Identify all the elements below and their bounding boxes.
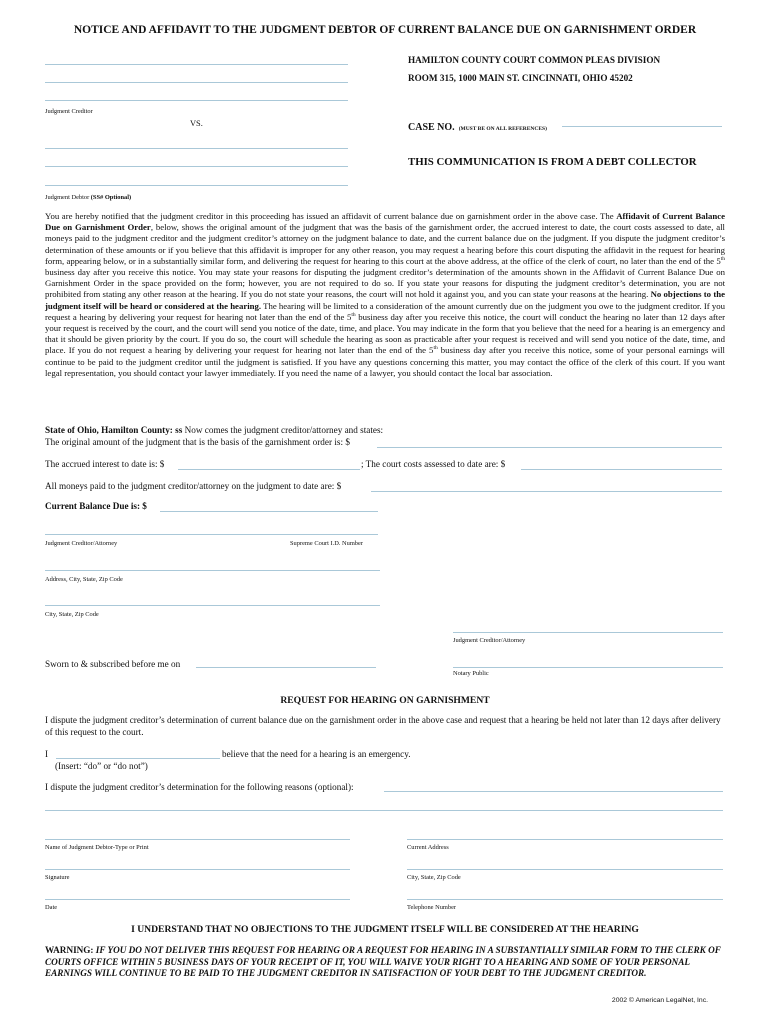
date-label: Date xyxy=(45,904,58,911)
address-field[interactable] xyxy=(45,570,380,571)
costs-label: ; The court costs assessed to date are: $ xyxy=(361,459,506,469)
telephone-label: Telephone Number xyxy=(407,904,457,911)
signature-label: Signature xyxy=(45,874,70,881)
body-text-5: business day after you receive this notice, the court will conduct the hearing no later than 12 days after your request is received by the court, and the court will send you notice of the date, time, and place. You may indicate in the form that you believe that the need for a hearing is an emergency and that it should be given priority by the court. If you do so, the court will schedule the hearing as soon as practicable after your request is received and will send you notice of the date, time, and place. If you do not request a hearing by delivering your request for hearing not later than the end of the 5 xyxy=(45,311,726,356)
body-sup-2: th xyxy=(351,311,356,318)
debt-collector-notice: THIS COMMUNICATION IS FROM A DEBT COLLECTOR xyxy=(408,156,697,168)
footer-copyright: 2002 © American LegalNet, Inc. xyxy=(611,997,708,1004)
interest-label: The accrued interest to date is: $ xyxy=(45,459,165,469)
state-bold: State of Ohio, Hamilton County: ss xyxy=(45,425,183,435)
signature-field[interactable] xyxy=(45,869,350,870)
body-bold-affidavit: Affidavit of Current Balance Due on Garnishment Order xyxy=(45,211,725,233)
debtor-label xyxy=(45,194,131,201)
case-number-field[interactable] xyxy=(562,126,722,127)
debtor-ssn-note: (SS# Optional) xyxy=(90,194,132,201)
city-state-zip-label: City, State, Zip Code xyxy=(407,874,461,881)
debtor-line-1[interactable] xyxy=(45,148,348,149)
current-address-field[interactable] xyxy=(407,839,723,840)
creditor-attorney-label: Judgment Creditor/Attorney xyxy=(45,540,118,547)
body-text-6: business day after you receive this notice, some of your personal earnings will continue to be paid to the judgment creditor until the judgment is satisfied. If you have any questions concerning this matter, you may contact the office of the clerk of this court. If you want legal representation, you should contact your lawyer immediately. If you need the name of a lawyer, you should contact the local bar association. xyxy=(45,345,725,378)
date-field[interactable] xyxy=(45,899,350,900)
body-text-3: business day after you receive this notice. You may state your reasons for disputing the judgment creditor’s determination of the amounts shown in the Affidavit of Current Balance Due on Garnishment Order in the space provided on the form; however, you are not required to do so. If you state your reasons for disputing the judgment creditor’s determination, you are not prohibited from stating any other reason at the hearing. If you do not state your reasons, the court will not hold it against you, and you can state your reasons at the hearing. xyxy=(45,267,725,300)
debtor-name-label: Name of Judgment Debtor-Type or Print xyxy=(45,844,149,851)
court-line-2: ROOM 315, 1000 MAIN ST. CINCINNATI, OHIO 45202 xyxy=(408,73,633,83)
warning-text: IF YOU DO NOT DELIVER THIS REQUEST FOR HEARING OR A REQUEST FOR HEARING IN A SUBSTANTIALLY SIMILAR FORM TO THE CLERK OF COURTS OFFICE WITHIN 5 BUSINESS DAYS OF YOUR RECEIPT OF IT, YOU WILL WAIVE YOUR RIGHT TO A HEARING AND SOME OF YOUR PERSONAL EARNINGS WILL CONTINUE TO BE PAID TO THE JUDGMENT CREDITOR IN SATISFACTION OF YOUR DEBT TO THE JUDGMENT CREDITOR. xyxy=(45,945,721,979)
do-or-do-not-field[interactable] xyxy=(56,758,220,759)
costs-field[interactable] xyxy=(521,469,722,470)
creditor-attorney-signature-2[interactable] xyxy=(453,632,723,633)
original-amount-label: The original amount of the judgment that is the basis of the garnishment order is: $ xyxy=(45,437,350,447)
body-text-1: You are hereby notified that the judgment creditor in this proceeding has issued an affidavit of current balance due on garnishment order in the above case. The xyxy=(45,211,617,221)
sworn-label: Sworn to & subscribed before me on xyxy=(45,659,181,669)
understand-notice: I UNDERSTAND THAT NO OBJECTIONS TO THE JUDGMENT ITSELF WILL BE CONSIDERED AT THE HEARING xyxy=(131,924,639,935)
creditor-line-1[interactable] xyxy=(45,64,348,65)
city-label: City, State, Zip Code xyxy=(45,611,99,618)
warning-label: WARNING: xyxy=(45,945,94,955)
notary-signature-field[interactable] xyxy=(453,667,723,668)
moneys-paid-label: All moneys paid to the judgment creditor/attorney on the judgment to date are: $ xyxy=(45,481,342,491)
i-label: I xyxy=(45,749,49,759)
body-bold-objections: No objections to the judgment itself will be heard or considered at the hearing. xyxy=(45,289,725,311)
case-no-text: CASE NO. xyxy=(408,122,455,133)
body-sup-1: th xyxy=(720,255,725,262)
creditor-line-2[interactable] xyxy=(45,82,348,83)
insert-hint: (Insert: “do” or “do not”) xyxy=(55,761,148,771)
request-title: REQUEST FOR HEARING ON GARNISHMENT xyxy=(280,695,490,706)
debtor-line-2[interactable] xyxy=(45,166,348,167)
body-text-2: , below, shows the original amount of the judgment that was the basis of the garnishment order, the accrued interest to date, the court costs assessed to date, all moneys paid to the judgment creditor and the judgment creditor’s attorney on the judgment balance to date, and the current balance due on the judgment. If you dispute the judgment creditor’s determination of these amounts or if you believe that this affidavit is improper for any other reason, you may request a hearing before this court disputing the affidavit in the request for hearing form, appearing below, or in a substantially similar form, and delivering the request for hearing to this court at the above address, at the office of the clerk of court, no later than the end of the 5 xyxy=(45,222,725,266)
original-amount-field[interactable] xyxy=(377,447,722,448)
body-text-4: The hearing will be limited to a consideration of the amount currently due on the judgment you owe to the judgment creditor. If you request a hearing by delivering your request for hearing not later than the end of the 5 xyxy=(45,300,725,322)
notice-body xyxy=(45,211,725,379)
court-line-1: HAMILTON COUNTY COURT COMMON PLEAS DIVISION xyxy=(408,55,661,65)
state-rest: Now comes the judgment creditor/attorney and states: xyxy=(182,425,384,435)
debtor-label-text: Judgment Debtor xyxy=(45,194,91,201)
supreme-court-label: Supreme Court I.D. Number xyxy=(290,540,363,547)
creditor-line-3[interactable] xyxy=(45,100,348,101)
reasons-field-2[interactable] xyxy=(45,810,723,811)
case-number-label xyxy=(408,117,547,135)
warning-block xyxy=(45,945,725,980)
address-label: Address, City, State, Zip Code xyxy=(45,576,123,583)
interest-field[interactable] xyxy=(178,469,360,470)
current-balance-label: Current Balance Due is: $ xyxy=(45,501,147,511)
case-no-note: (MUST BE ON ALL REFERENCES) xyxy=(458,126,547,132)
city-state-zip-field[interactable] xyxy=(407,869,723,870)
vs-label: VS. xyxy=(190,119,203,128)
current-balance-field[interactable] xyxy=(160,511,378,512)
debtor-name-field[interactable] xyxy=(45,839,350,840)
believe-label: believe that the need for a hearing is an emergency. xyxy=(222,749,411,759)
moneys-paid-field[interactable] xyxy=(371,491,722,492)
sworn-date-field[interactable] xyxy=(196,667,376,668)
telephone-field[interactable] xyxy=(407,899,723,900)
city-field[interactable] xyxy=(45,605,380,606)
creditor-attorney-label-2: Judgment Creditor/Attorney xyxy=(453,637,526,644)
form-title: NOTICE AND AFFIDAVIT TO THE JUDGMENT DEBTOR OF CURRENT BALANCE DUE ON GARNISHMENT ORDER xyxy=(73,24,697,36)
debtor-line-3[interactable] xyxy=(45,185,348,186)
notary-label: Notary Public xyxy=(453,670,489,677)
request-dispute-text: I dispute the judgment creditor’s determination of current balance due on the garnishment order in the above case and request that a hearing be held not later than 12 days after delivery of this request to the court. xyxy=(45,715,721,737)
creditor-label: Judgment Creditor xyxy=(45,108,93,115)
reasons-label: I dispute the judgment creditor’s determination for the following reasons (optional): xyxy=(45,782,354,792)
reasons-field-1[interactable] xyxy=(384,791,723,792)
state-line xyxy=(45,425,383,435)
current-address-label: Current Address xyxy=(407,844,449,851)
body-sup-3: th xyxy=(433,345,438,352)
creditor-attorney-signature[interactable] xyxy=(45,534,378,535)
